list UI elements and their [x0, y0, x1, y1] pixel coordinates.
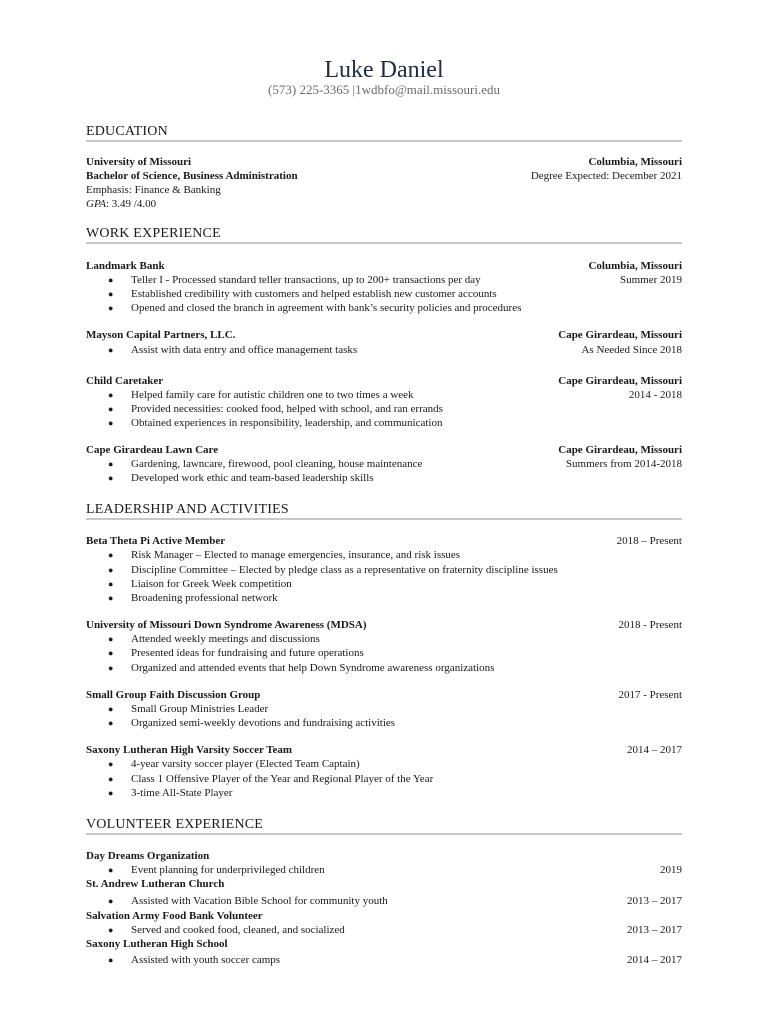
- activity-bullet: [86, 772, 682, 786]
- volunteer-date: 2013 – 2017: [627, 924, 682, 936]
- job-header: [86, 328, 682, 342]
- contact-info: (573) 225-3365 |1wdbfo@mail.missouri.edu: [268, 82, 500, 97]
- bullet-text: Event planning for underprivileged children: [131, 864, 325, 876]
- job-location: Cape Girardeau, Missouri: [558, 329, 682, 341]
- bullet-icon: ●: [108, 955, 114, 965]
- activity-bullet: [86, 702, 682, 716]
- job-date: As Needed Since 2018: [581, 344, 682, 356]
- activity-date: 2018 - Present: [618, 619, 682, 631]
- bullet-text: Obtained experiences in responsibility, leadership, and communication: [131, 417, 443, 429]
- bullet-icon: ●: [108, 565, 114, 575]
- section-title-education: EDUCATION: [86, 124, 168, 139]
- job-date: Summer 2019: [619, 274, 682, 286]
- volunteer-date: 2014 – 2017: [627, 954, 682, 966]
- bullet-icon: ●: [108, 648, 114, 658]
- bullet-text: Class 1 Offensive Player of the Year and Regional Player of the Year: [131, 773, 434, 785]
- section-divider: [86, 833, 682, 835]
- volunteer-org: Salvation Army Food Bank Volunteer: [86, 910, 263, 922]
- activity-bullet: [86, 661, 682, 675]
- bullet-icon: ●: [108, 925, 114, 935]
- bullet-icon: ●: [108, 473, 114, 483]
- job-bullet: [86, 287, 682, 301]
- bullet-icon: ●: [108, 303, 114, 313]
- education-gpa-row: [86, 197, 682, 211]
- bullet-icon: ●: [108, 579, 114, 589]
- bullet-icon: ●: [108, 593, 114, 603]
- job-location: Cape Girardeau, Missouri: [558, 444, 682, 456]
- bullet-text: Assist with data entry and office management tasks: [131, 344, 358, 356]
- job-header: [86, 259, 682, 273]
- degree-expected: Degree Expected: December 2021: [530, 170, 682, 182]
- job-bullet: [86, 471, 682, 485]
- job-bullet: [86, 343, 682, 357]
- bullet-icon: ●: [108, 550, 114, 560]
- bullet-icon: ●: [108, 289, 114, 299]
- bullet-text: Served and cooked food, cleaned, and socialized: [131, 924, 345, 936]
- volunteer-date: 2013 – 2017: [627, 895, 682, 907]
- volunteer-org: Day Dreams Organization: [86, 850, 210, 862]
- activity-org: Small Group Faith Discussion Group: [86, 689, 261, 701]
- activity-bullet: [86, 577, 682, 591]
- bullet-icon: ●: [108, 718, 114, 728]
- school-name: University of Missouri: [86, 156, 192, 168]
- section-divider: [86, 518, 682, 520]
- gpa: [86, 197, 156, 211]
- activity-header: [86, 618, 682, 632]
- bullet-text: Assisted with youth soccer camps: [131, 954, 281, 966]
- section-divider: [86, 140, 682, 142]
- volunteer-org-row: [86, 849, 682, 863]
- volunteer-org-row: [86, 909, 682, 923]
- bullet-icon: ●: [108, 788, 114, 798]
- job-org: Mayson Capital Partners, LLC.: [86, 329, 236, 341]
- education-emphasis-row: [86, 183, 682, 197]
- activity-header: [86, 743, 682, 757]
- activity-bullet: [86, 757, 682, 771]
- bullet-text: Developed work ethic and team-based leadership skills: [131, 472, 374, 484]
- bullet-text: Organized semi-weekly devotions and fundraising activities: [131, 717, 396, 729]
- volunteer-org-row: [86, 937, 682, 951]
- bullet-icon: ●: [108, 275, 114, 285]
- activity-bullet: [86, 548, 682, 562]
- bullet-text: Liaison for Greek Week competition: [131, 578, 292, 590]
- job-org: Child Caretaker: [86, 375, 164, 387]
- volunteer-org-row: [86, 877, 682, 891]
- bullet-text: Presented ideas for fundraising and future operations: [131, 647, 364, 659]
- bullet-text: Established credibility with customers and helped establish new customer accounts: [131, 288, 497, 300]
- bullet-icon: ●: [108, 663, 114, 673]
- bullet-icon: ●: [108, 896, 114, 906]
- job-bullet: [86, 416, 682, 430]
- bullet-text: Discipline Committee – Elected by pledge class as a representative on fraternity discipline issues: [131, 564, 558, 576]
- activity-bullet: [86, 591, 682, 605]
- bullet-icon: ●: [108, 459, 114, 469]
- bullet-text: Helped family care for autistic children one to two times a week: [131, 389, 414, 401]
- bullet-text: Assisted with Vacation Bible School for community youth: [131, 895, 388, 907]
- job-header: [86, 374, 682, 388]
- bullet-icon: ●: [108, 345, 114, 355]
- job-bullet: [86, 388, 682, 402]
- bullet-text: Teller I - Processed standard teller transactions, up to 200+ transactions per day: [131, 274, 481, 286]
- section-divider: [86, 242, 682, 244]
- bullet-text: Gardening, lawncare, firewood, pool cleaning, house maintenance: [131, 458, 423, 470]
- job-org: Landmark Bank: [86, 260, 165, 272]
- activity-date: 2017 - Present: [618, 689, 682, 701]
- gpa-value: : 3.49 /4.00: [105, 198, 157, 210]
- bullet-icon: ●: [108, 865, 114, 875]
- bullet-text: Broadening professional network: [131, 592, 278, 604]
- activity-bullet: [86, 716, 682, 730]
- gpa-label: GPA: [86, 198, 106, 210]
- volunteer-org: Saxony Lutheran High School: [86, 938, 228, 950]
- section-title-work: WORK EXPERIENCE: [86, 226, 221, 241]
- activity-org: Beta Theta Pi Active Member: [86, 535, 226, 547]
- activity-date: 2018 – Present: [616, 535, 682, 547]
- activity-header: [86, 534, 682, 548]
- school-location: Columbia, Missouri: [588, 156, 682, 168]
- job-location: Columbia, Missouri: [588, 260, 682, 272]
- job-header: [86, 443, 682, 457]
- education-school-row: [86, 155, 682, 169]
- bullet-icon: ●: [108, 390, 114, 400]
- bullet-icon: ●: [108, 774, 114, 784]
- activity-org: University of Missouri Down Syndrome Awareness (MDSA): [86, 619, 367, 631]
- bullet-text: Provided necessities: cooked food, helped with school, and ran errands: [131, 403, 443, 415]
- bullet-icon: ●: [108, 418, 114, 428]
- activity-date: 2014 – 2017: [627, 744, 682, 756]
- section-title-volunteer: VOLUNTEER EXPERIENCE: [86, 817, 264, 832]
- bullet-text: Opened and closed the branch in agreement with bank’s security policies and procedures: [131, 302, 522, 314]
- job-bullet: [86, 273, 682, 287]
- education-degree-row: [86, 169, 682, 183]
- activity-bullet: [86, 646, 682, 660]
- bullet-text: Organized and attended events that help Down Syndrome awareness organizations: [131, 662, 495, 674]
- volunteer-date: 2019: [660, 864, 682, 876]
- activity-bullet: [86, 563, 682, 577]
- activity-header: [86, 688, 682, 702]
- volunteer-bullet: [86, 894, 682, 908]
- volunteer-bullet: [86, 863, 682, 877]
- bullet-text: Attended weekly meetings and discussions: [131, 633, 320, 645]
- volunteer-bullet: [86, 923, 682, 937]
- degree: Bachelor of Science, Business Administration: [86, 170, 298, 182]
- job-location: Cape Girardeau, Missouri: [558, 375, 682, 387]
- bullet-text: 4-year varsity soccer player (Elected Team Captain): [131, 758, 360, 770]
- job-org: Cape Girardeau Lawn Care: [86, 444, 219, 456]
- volunteer-bullet: [86, 953, 682, 967]
- volunteer-org: St. Andrew Lutheran Church: [86, 878, 225, 890]
- activity-bullet: [86, 786, 682, 800]
- bullet-text: Small Group Ministries Leader: [131, 703, 269, 715]
- bullet-icon: ●: [108, 404, 114, 414]
- candidate-name: Luke Daniel: [324, 57, 444, 83]
- job-bullet: [86, 457, 682, 471]
- bullet-icon: ●: [108, 704, 114, 714]
- job-date: 2014 - 2018: [628, 389, 682, 401]
- bullet-text: Risk Manager – Elected to manage emergencies, insurance, and risk issues: [131, 549, 461, 561]
- activity-bullet: [86, 632, 682, 646]
- bullet-icon: ●: [108, 634, 114, 644]
- emphasis: Emphasis: Finance & Banking: [86, 184, 221, 196]
- job-date: Summers from 2014-2018: [565, 458, 682, 470]
- bullet-icon: ●: [108, 759, 114, 769]
- activity-org: Saxony Lutheran High Varsity Soccer Team: [86, 744, 293, 756]
- bullet-text: 3-time All-State Player: [131, 787, 233, 799]
- job-bullet: [86, 402, 682, 416]
- job-bullet: [86, 301, 682, 315]
- section-title-leadership: LEADERSHIP AND ACTIVITIES: [86, 502, 289, 517]
